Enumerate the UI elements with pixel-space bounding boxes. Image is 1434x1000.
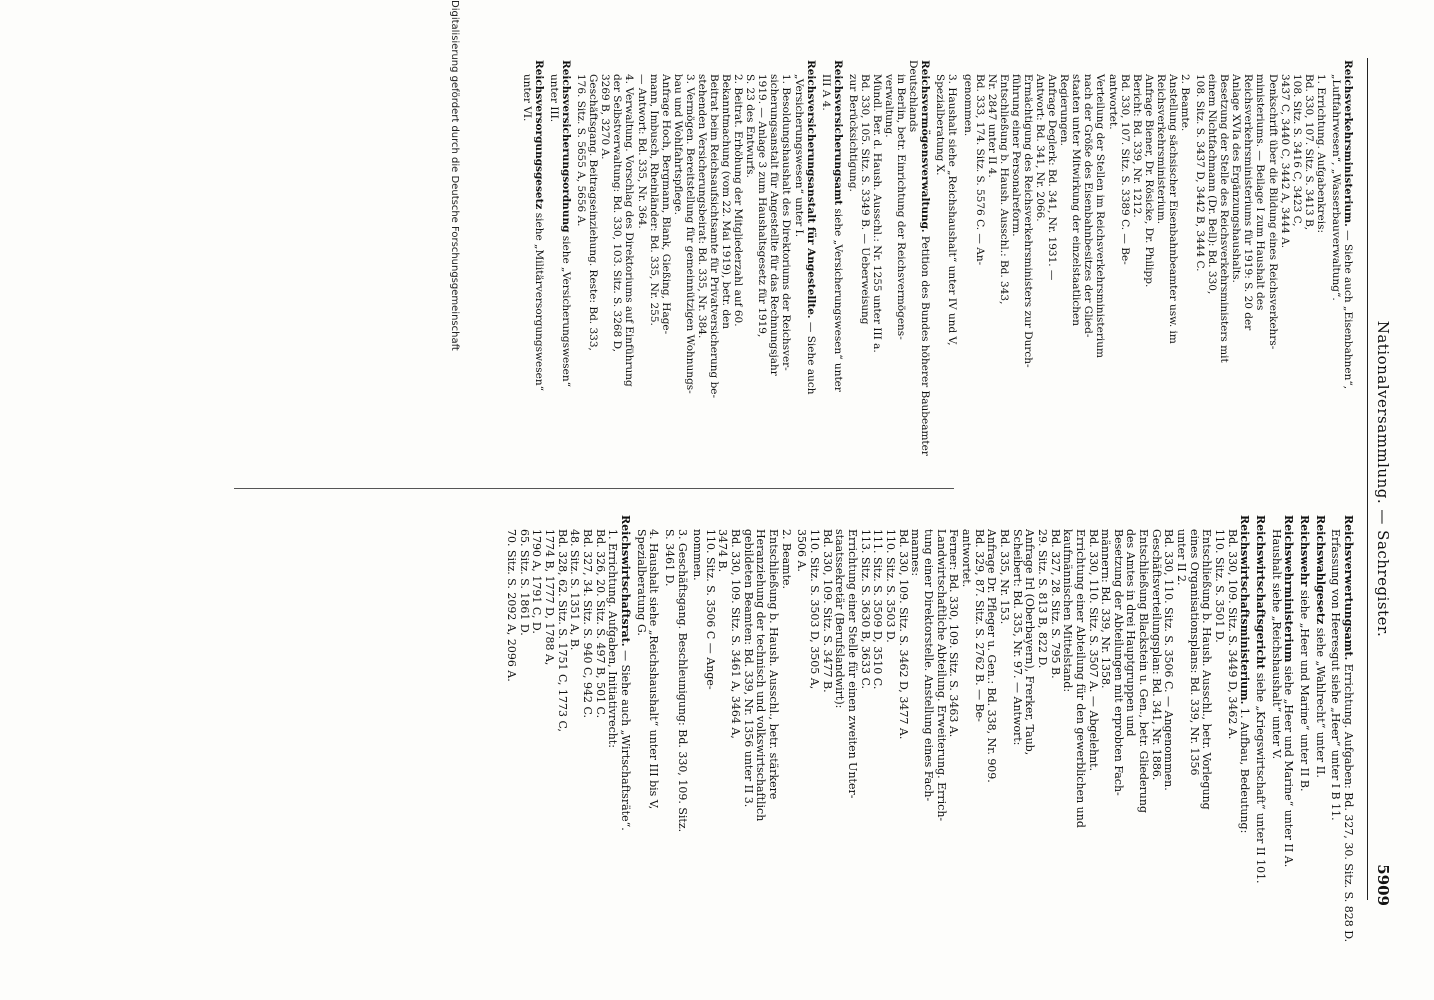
index-entry-line: Bd. 326, 20. Sitz. S. 497 B, 501 C. (593, 529, 607, 719)
index-entry-line: unter VI. (520, 74, 533, 122)
index-entry-heading: Reichswahlgesetz (1313, 515, 1327, 625)
index-entry-line: Ermächtigung des Reichsverkehrsministers zur Durch- (1021, 74, 1034, 368)
index-entry-line: 108. Sitz. S. 3437 D, 3442 B, 3444 C. (1194, 74, 1207, 272)
index-entry-line: verwaltung. (883, 74, 896, 138)
index-entry-line: siehe „Kriegswirtschaft“ unter II 101. (1254, 669, 1268, 884)
index-entry-line: Erfassung von Heeresgut siehe „Heer“ unter I B 11. (1329, 529, 1343, 821)
index-entry-line: 2. Beamte. (779, 529, 793, 590)
index-entry (1297, 515, 1310, 945)
index-entry-line: 65. Sitz. S. 1861 D. (517, 529, 531, 636)
index-entry-line: — Siehe auch „Wirtschaftsräte“. (618, 646, 632, 831)
digitization-credit: Digitalisierung gefördert durch die Deutsche Forschungsgemeinschaft (449, 0, 460, 351)
index-entry-line: 111. Sitz. S. 3509 D, 3510 C. (871, 529, 885, 690)
index-entry-line: Errichtung einer Abteilung für den gewerblichen und (1073, 529, 1087, 828)
index-entry-line: Errichtung einer Stelle für einen zweiten Unter- (846, 529, 860, 799)
index-entry-line: eines Organisationsplans: Bd. 339, Nr. 1356 (1187, 529, 1201, 776)
index-entry-line: tung einer Direktorstelle. Anstellung eines Fach- (922, 529, 935, 802)
index-entry-line: 110. Sitz. S. 3501 D. (1213, 529, 1227, 643)
right-column (501, 515, 1354, 945)
index-entry-line: 3269 B, 3270 A. (599, 74, 612, 160)
index-entry-line: Anfrage Deglerk: Bd. 341, Nr. 1931. — (1046, 74, 1059, 281)
index-entry-line: Entschließung b. Haush. Ausschl.: Bd. 343, (997, 74, 1010, 305)
index-entry-line: Anfrage Dr. Pfleger u. Gen.: Bd. 338, Nr. 909. (985, 529, 999, 783)
index-entry-line: 4. Verwaltung. Vorschlag des Direktoriums auf Einführung (623, 74, 636, 387)
index-entry-line: 3506 A. (795, 529, 809, 572)
index-entry-line: Bd. 327, 34. Sitz. S. 940 C, 942 C. (580, 529, 594, 719)
index-entry-line: unter III. (548, 74, 560, 123)
index-entry-line: Nr. 2847 unter II 4. (985, 74, 998, 178)
index-entry-line: III A 4. (819, 74, 832, 111)
index-entry-line: sicherungsanstalt für Angestellte für das Rechnungsjahr (768, 74, 781, 376)
index-entry (962, 60, 1191, 490)
index-entry-line: „Luftfahrwesen“, „Wasserbauverwaltung“. (1329, 74, 1342, 301)
index-entry-line: Bd. 327, 28. Sitz. S. 795 B. (1048, 529, 1062, 679)
index-entry (1329, 515, 1354, 945)
index-entry (575, 60, 817, 490)
index-entry-line: 29. Sitz. S. 813 B, 822 D. (1035, 529, 1049, 669)
index-entry (847, 60, 932, 490)
index-entry-line: unter II 2. (1175, 529, 1189, 586)
index-entry-line: 1790 A, 1791 C, D. (530, 529, 544, 634)
index-entry-line: Bd. 330, 109. Sitz. S. 3461 A, 3464 A, (729, 529, 743, 739)
page-header (1367, 58, 1394, 906)
index-entry-line: Beitrat beim Reichsaufsichtsamte für Privatversicherung be- (708, 74, 721, 399)
index-entry-line: 1. Besoldungshaushalt des Direktoriums der Reichsver- (780, 74, 793, 371)
index-entry-line: Bd. 330, 109. Sitz. S. 3449 D, 3462 A. (1225, 529, 1239, 740)
index-entry-line: Bd. 330, 110. Sitz. S. 3506 C. — Angenommen. (1162, 529, 1176, 791)
index-entry-line: Geschäftsgang. Beitragseinziehung. Reste: Bd. 333, (587, 74, 600, 351)
index-entry-heading: Reichsverkehrsministerium. (1342, 60, 1354, 227)
index-entry-line: Bd. 330, 110. Sitz. S. 3507 A. — Abgelehnt. (1086, 529, 1100, 772)
index-entry-line: Landwirtschaftliche Abteilung. Erweiterung. Errich- (934, 529, 948, 822)
index-entry-line: 176. Sitz. S. 5655 A, 5656 A. (575, 74, 588, 227)
index-entry (820, 60, 844, 490)
index-entry (795, 515, 1251, 945)
index-entry-heading: Reichsversicherungsamt (831, 60, 844, 206)
index-entry-line: „Versicherungswesen“ unter I. (792, 74, 805, 238)
index-entry-line: siehe „Wahlrecht“ unter II. (1313, 624, 1327, 778)
index-entry-line: genommen. (961, 74, 974, 137)
index-entry-line: 3474 B. (716, 529, 730, 573)
index-entry (548, 60, 572, 490)
index-entry-line: Antwort: Bd. 341, Nr. 2066. (1034, 74, 1047, 222)
index-entry (1330, 60, 1354, 490)
index-entry-line: staatssekretär (Berufslandwirt): (833, 529, 847, 709)
index-entry (1313, 515, 1326, 945)
index-entry-line: mannes: (909, 529, 923, 577)
index-entry-line: Reichsverkehrsministeriums für 1919: S. 20 der (1242, 74, 1255, 331)
index-entry-heading: Reichswirtschaftsrat. (618, 515, 632, 647)
index-entry (504, 515, 631, 945)
index-entry-line: nach der Größe des Eisenbahnbesitzes der Glied- (1082, 74, 1095, 338)
index-entry-line: zur Berücksichtigung. (846, 74, 859, 192)
index-entry-line: Bd. 330, 107. Sitz. S. 3389 C. — Be- (1118, 74, 1131, 265)
index-entry-line: stehenden Versicherungsbeirat: Bd. 335, Nr. 384. (695, 74, 708, 339)
index-entry-line: 3. Haushalt siehe „Reichshaushalt“ unter IV und V, (946, 74, 959, 346)
index-entry-line: siehe „Versicherungswesen“ (560, 232, 573, 387)
index-entry-line: siehe „Militärversorgungswesen“ (532, 209, 545, 391)
index-entry-line: 1774 B, 1777 D, 1788 A, (542, 529, 556, 666)
index-entry-line: — Antwort: Bd. 335, Nr. 364. (635, 74, 648, 229)
index-entry-line: Bd. 330, 107. Sitz. S. 3413 B, (1302, 74, 1315, 231)
index-entry-line: der Selbstverwaltung: Bd. 330, 103. Sitz. S. 3268 D, (611, 74, 624, 352)
index-entry-line: — Siehe auch (804, 318, 817, 395)
index-entry-line: antwortet. (1106, 74, 1119, 130)
index-entry-line: 2. Beitrat. Erhöhung der Mitgliederzahl auf 60. (732, 74, 745, 327)
index-entry-line: 113. Sitz. S. 3630 B, 3633 C. (858, 529, 872, 689)
index-entry-line: — Siehe auch „Eisenbahnen“, (1342, 226, 1354, 390)
index-entry-line: Bekanntmachung (vom 22. Mai 1919), betr. den (720, 74, 733, 330)
index-entry-line: Bericht: Bd. 339, Nr. 1212. (1130, 74, 1143, 218)
index-entry-line: Geschäftsverteilungsplan: Bd. 341, Nr. 1886. (1149, 529, 1163, 781)
index-entry-line: Anstellung sächsischer Eisenbahnbeamter usw. im (1166, 74, 1179, 344)
index-entry (1194, 60, 1327, 490)
column-divider (234, 488, 954, 489)
index-entry-line: männern: Bd. 339, Nr. 1358. (1099, 529, 1113, 689)
index-entry-line: Anlage XVIa des Ergänzungshaushalts. (1230, 74, 1243, 283)
index-entry-line: Anfrage Irl (Oberbayern), Frerker, Taub, (1023, 529, 1037, 756)
index-entry-line: 1. Aufbau, Bedeutung: (1238, 704, 1252, 834)
index-entry-heading: Reichswehr (1298, 515, 1312, 587)
index-entry (1253, 515, 1266, 945)
index-entry-line: Spezialberatung X. (934, 74, 947, 176)
index-entry-line: Bd. 330, 109. Sitz. S. 3477 B. (820, 529, 834, 693)
index-entry-line: ministeriums. — Beilage I zum Haushalt des (1254, 74, 1267, 311)
index-entry-heading: Reichswehrministerium (1282, 515, 1296, 663)
index-entry-line: Anfrage Hoch, Bergmann, Blank, Gießing, Hage- (659, 74, 672, 335)
index-entry-line: 70. Sitz. S. 2092 A, 2096 A. (505, 529, 518, 682)
index-entry-line: in Berlin, betr. Einrichtung der Reichsvermögens- (895, 74, 908, 340)
index-entry-heading: Reichswirtschaftsministerium. (1238, 515, 1252, 705)
index-entry-line: Entschließung Blackstein u. Gen., betr. Gliederung (1137, 529, 1151, 814)
page-title: Nationalversammlung. — Sachregister. (1374, 320, 1392, 638)
index-entry-line: 3437 C, 3440 C, 3442 A, 3444 A. (1278, 74, 1291, 249)
index-entry-line: Spezialberatung G. (634, 529, 648, 636)
index-entry-line: Bd. 333, 174. Sitz. S. 5576 C. — An- (973, 74, 986, 266)
index-entry (521, 60, 545, 490)
index-entry-line: 3. Vermögen. Bereitstellung für gemeinnützigen Wohnungs- (683, 74, 696, 394)
index-entry-line: kaufmännischen Mittelstand: (1061, 529, 1075, 693)
index-entry-line: Verteilung der Stellen im Reichsverkehrsministerium (1094, 74, 1107, 358)
left-column (518, 60, 1354, 490)
index-entry-line: Bd. 330, 109. Sitz. S. 3462 D, 3477 A. (896, 529, 910, 740)
index-entry-line: Bd. 335, Nr. 153. (997, 529, 1011, 625)
index-entry-line: siehe „Heer und Marine“ unter II B. (1298, 586, 1312, 792)
index-entry-line: Besetzung der Abteilungen mit erprobten Fach- (1111, 529, 1125, 796)
index-entry-line: Besetzung der Stelle des Reichsverkehrsministers mit (1218, 74, 1231, 363)
index-entry-line: Denkschrift über die Bildung eines Reichsverkehrs- (1266, 74, 1279, 350)
index-entry-line: Mündl. Ber. d. Haush. Ausschl.: Nr. 1255 unter III a. (871, 74, 884, 353)
index-entry-line: antwortet. (959, 529, 973, 588)
index-entry (662, 515, 687, 945)
index-entry-heading: Reichsversicherungsanstalt für Angestellte. (804, 60, 817, 319)
index-entry-line: Ferner: Bd. 330, 109. Sitz. S. 3463 A. (947, 529, 961, 738)
index-entry-line: siehe „Versicherungswesen“ unter (831, 205, 844, 392)
index-entry-line: Reichsverkehrsministerium. (1154, 74, 1167, 225)
index-entry-line: einem Nichtfachmann (Dr. Bell): Bd. 330, (1206, 74, 1219, 295)
index-entry-line: 108. Sitz. S. 3416 C, 3423 C, (1290, 74, 1303, 227)
index-entry-line: S. 3461 D. (662, 529, 676, 587)
index-entry-line: Bd. 328, 62. Sitz. S. 1751 C, 1773 C, (555, 529, 569, 733)
index-entry-line: mann, Imbusch, Rheinländer: Bd. 335, Nr. 255. (647, 74, 660, 326)
index-entry (934, 60, 958, 490)
index-entry-line: 4. Haushalt siehe „Reichshaushalt“ unter III bis V, (647, 529, 661, 810)
index-entry-line: 110. Sitz. S. 3506 C — Ange- (703, 529, 717, 690)
index-entry-line: 48. Sitz. S. 1351 A, B. (568, 529, 582, 651)
index-entry (1269, 515, 1294, 945)
index-entry-line: gebildeten Beamten: Bd. 339, Nr. 1356 unter II 3. (741, 529, 755, 808)
index-entry-heading: Reichsversicherungsordnung (560, 60, 573, 233)
index-entry-line: Haushalt siehe „Reichshaushalt“ unter V. (1269, 529, 1283, 760)
index-entry-line: Heranziehung der technisch und volkswirtschaftlich (754, 529, 768, 822)
index-entry-line: 110. Sitz. S. 3503 D. (884, 529, 898, 643)
index-entry-heading: Reichsvermögensverwaltung. (919, 60, 932, 233)
index-entry-heading: Reichsverwertungsamt. (1342, 515, 1355, 661)
index-entry-line: 3. Geschäftsgang. Beschleunigung: Bd. 330, 109. Sitz. (675, 529, 689, 833)
index-entry-line: staaten unter Mitwirkung der einzelstaatlichen (1070, 74, 1083, 327)
page-number: 5909 (1374, 864, 1392, 906)
index-entry-line: Entschließung b. Haush. Ausschl., betr. Vorlegung (1200, 529, 1214, 810)
index-entry-line: Entschließung b. Haush. Ausschl., betr. stärkere (767, 529, 781, 800)
index-entry-line: Bd. 330, 105. Sitz. S. 3349 B. — Ueberweisung (858, 74, 871, 325)
index-entry-line: Anfrage Biener, Dr. Rösicke, Dr. Philipp. (1142, 74, 1155, 288)
index-entry-heading: Reichswirtschaftsgericht (1254, 515, 1268, 670)
index-entry-line: nommen. (691, 529, 705, 581)
index-entry-line: S. 23 des Entwurfs. (744, 74, 757, 178)
footer (438, 0, 468, 1000)
index-entry (691, 515, 792, 945)
index-entry (634, 515, 659, 945)
index-entry-line: führung einer Personalreform. (1009, 74, 1022, 237)
index-entry-heading: Reichsversorgungsgesetz (532, 60, 545, 210)
index-entry-line: Petition des Bundes höherer Baubeamter Deutschlands (907, 60, 932, 456)
index-entry-line: siehe „Heer und Marine“ unter II A. (1282, 662, 1296, 868)
index-entry-line: Scheibert: Bd. 335, Nr. 97. — Antwort: (1010, 529, 1024, 746)
index-entry-line: bau und Wohlfahrtspflege. (671, 74, 684, 215)
index-entry-line: Regierungen. (1058, 74, 1071, 146)
index-entry-line: 1. Errichtung. Aufgaben, Initiativrecht: (606, 529, 620, 748)
index-entry-line: Errichtung. Aufgaben: Bd. 327, 30. Sitz. S. 828 D. (1342, 660, 1355, 943)
index-entry-line: 1919. — Anlage 3 zum Haushaltsgesetz für 1919, (756, 74, 769, 338)
index-entry-line: des Amtes in drei Hauptgruppen und (1124, 529, 1138, 737)
index-entry-line: 110. Sitz. S. 3503 D, 3505 A, (808, 529, 822, 690)
index-entry-line: Bd. 329, 87. Sitz. S. 2762 B. — Be- (972, 529, 986, 722)
index-entry-line: 2. Beamte. (1178, 74, 1191, 132)
index-entry-line: 1. Errichtung. Aufgabenkreis: (1314, 74, 1327, 233)
